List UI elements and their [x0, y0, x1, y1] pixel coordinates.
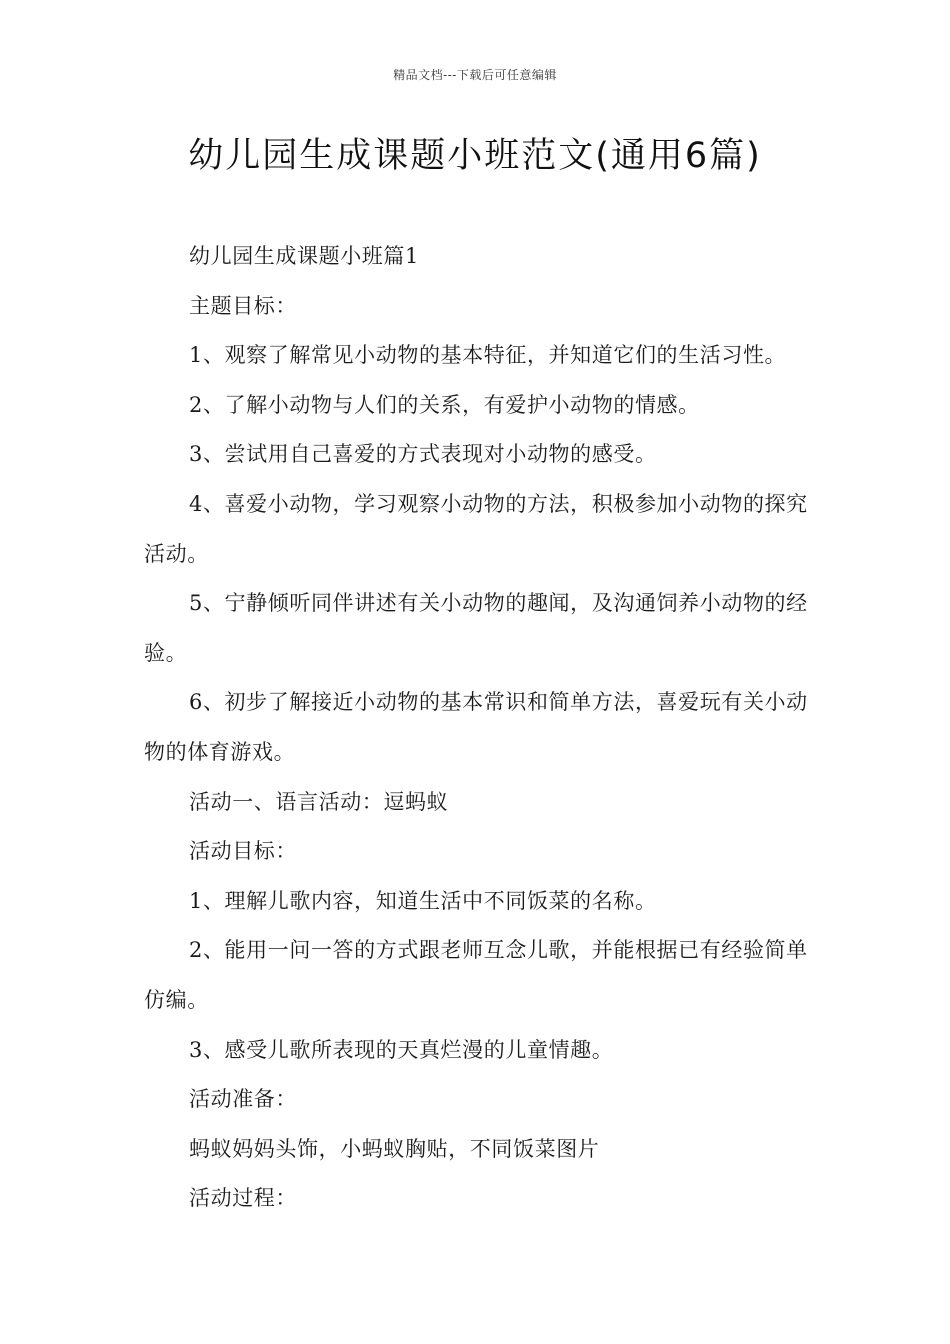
paragraph: 蚂蚁妈妈头饰，小蚂蚁胸贴，不同饭菜图片	[189, 1136, 600, 1161]
page-header-note: 精品文档---下载后可任意编辑	[393, 68, 557, 82]
paragraph: 4、喜爱小动物，学习观察小动物的方法，积极参加小动物的探究活动。	[144, 491, 808, 566]
paragraph: 1、理解儿歌内容，知道生活中不同饭菜的名称。	[189, 888, 657, 913]
paragraph: 活动目标：	[189, 839, 297, 864]
document-title: 幼儿园生成课题小班范文(通用6篇)	[188, 136, 762, 176]
paragraph: 活动准备：	[189, 1087, 297, 1112]
paragraph: 1、观察了解常见小动物的基本特征，并知道它们的生活习性。	[189, 343, 787, 368]
document-body	[144, 232, 808, 1224]
paragraph: 2、能用一问一答的方式跟老师互念儿歌，并能根据已有经验简单仿编。	[144, 938, 808, 1012]
paragraph: 3、感受儿歌所表现的天真烂漫的儿童情趣。	[189, 1037, 614, 1062]
paragraph: 3、尝试用自己喜爱的方式表现对小动物的感受。	[189, 442, 657, 467]
paragraph: 2、了解小动物与人们的关系，有爱护小动物的情感。	[189, 392, 700, 417]
paragraph: 幼儿园生成课题小班篇1	[189, 244, 419, 268]
paragraph: 主题目标：	[189, 293, 297, 318]
paragraph: 6、初步了解接近小动物的基本常识和简单方法，喜爱玩有关小动物的体育游戏。	[144, 690, 808, 764]
paragraph: 5、宁静倾听同伴讲述有关小动物的趣闻，及沟通饲养小动物的经验。	[144, 591, 808, 665]
paragraph: 活动一、语言活动：逗蚂蚁	[189, 789, 449, 814]
paragraph: 活动过程：	[189, 1186, 297, 1211]
